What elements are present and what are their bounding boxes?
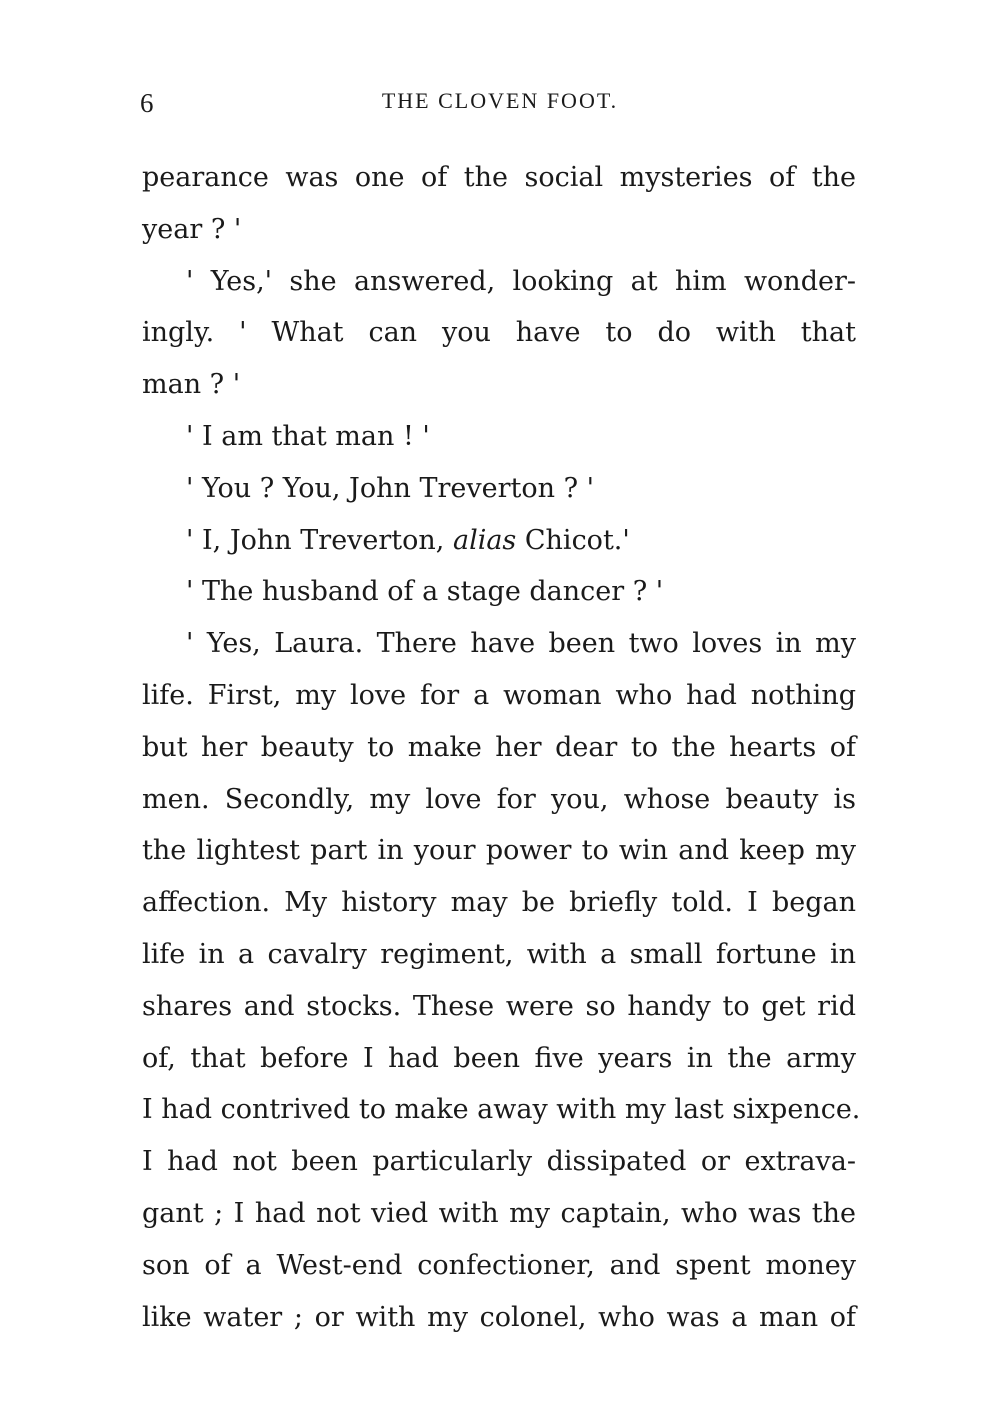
text-line: ingly. ' What can you have to do with that [142,317,856,349]
text-line: gant ; I had not vied with my captain, who was the [142,1197,856,1229]
text-line: shares and stocks. These were so handy to get rid [142,990,856,1022]
text-line: son of a West-end confectioner, and spent money [142,1249,856,1281]
text-line: life. First, my love for a woman who had nothing [142,679,856,711]
text-fragment: ' I, John Treverton, [186,524,453,556]
text-line [142,515,856,567]
text-line: ' Yes,' she answered, looking at him wonder- [186,265,856,297]
text-line: ' You ? You, John Treverton ? ' [186,472,595,504]
body-text [142,152,861,1343]
text-line: men. Secondly, my love for you, whose beauty is [142,783,856,815]
text-line: ' The husband of a stage dancer ? ' [186,576,664,608]
text-line: ' Yes, Laura. There have been two loves in my [186,628,856,660]
text-line: of, that before I had been five years in the army [142,1042,856,1074]
text-line: but her beauty to make her dear to the hearts of [142,731,856,763]
text-line: affection. My history may be briefly told. I began [142,887,856,919]
italic-word: alias [452,524,517,556]
text-fragment: Chicot.' [516,524,630,556]
text-line: ' I am that man ! ' [186,420,430,452]
text-line: I had not been particularly dissipated or extrava- [142,1146,856,1178]
text-line: like water ; or with my colonel, who was a man of [142,1301,856,1333]
text-line: year ? ' [142,213,242,245]
text-line: man ? ' [142,369,241,401]
text-line: the lightest part in your power to win and keep my [142,835,856,867]
text-line: I had contrived to make away with my last sixpence. [142,1094,861,1126]
text-line: life in a cavalry regiment, with a small fortune in [142,938,856,970]
page-header [140,88,860,122]
text-line: pearance was one of the social mysteries of the [142,162,856,193]
page-number: 6 [140,88,154,118]
running-head: THE CLOVEN FOOT. [381,88,619,113]
